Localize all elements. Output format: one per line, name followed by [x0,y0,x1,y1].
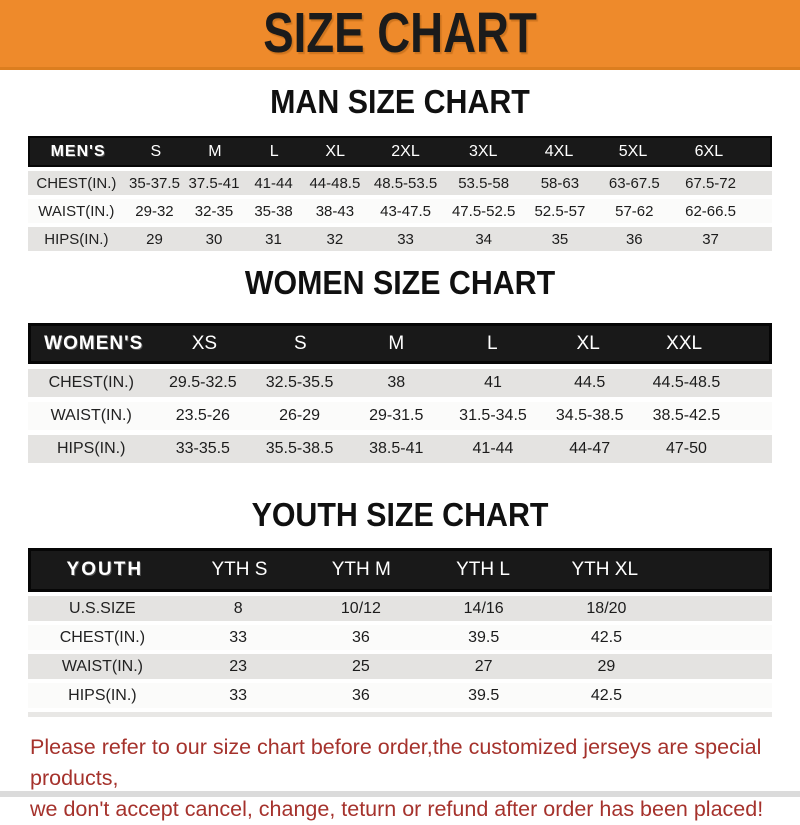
size-cell: 23 [229,657,248,675]
notice-line-1: Please refer to our size chart before order,the customized jerseys are special products, [30,735,762,790]
size-cell: 29.5-32.5 [169,374,237,391]
size-cell: 47-50 [665,440,707,457]
size-cell: 29 [597,657,616,675]
table-bottom-divider [28,712,772,717]
men-column-header: 5XL [618,142,648,160]
notice-line-2: we don't accept cancel, change, teturn or refund after order has been placed! [30,797,764,821]
men-section-heading: MAN SIZE CHART [270,83,530,120]
women-column-header: L [486,332,498,354]
women-size-table [28,323,772,463]
size-cell: 34 [475,230,492,248]
size-cell: 41 [484,374,502,391]
men-chest-row [28,171,772,195]
size-cell: 41-44 [254,174,293,192]
row-label: HIPS(IN.) [57,440,126,457]
men-column-header: L [269,142,279,160]
row-label: CHEST(IN.) [36,174,117,192]
men-size-table [28,136,772,251]
men-hips-row [28,227,772,251]
size-cell: 34.5-38.5 [555,407,624,424]
row-label: HIPS(IN.) [68,686,137,704]
row-label: HIPS(IN.) [44,230,109,248]
size-cell: 48.5-53.5 [373,174,438,192]
women-table-header-row [28,323,772,364]
size-cell: 63-67.5 [608,174,660,192]
youth-column-header: YTH XL [571,559,639,580]
size-cell: 36 [352,686,370,704]
size-cell: 32.5-35.5 [265,374,334,391]
youth-section-heading: YOUTH SIZE CHART [251,496,549,533]
size-cell: 38.5-41 [369,440,424,457]
youth-column-header: YTH M [331,559,391,580]
size-cell: 30 [205,230,223,248]
women-section-heading: WOMEN SIZE CHART [244,264,556,301]
row-label: U.S.SIZE [69,599,136,617]
size-cell: 23.5-26 [175,407,230,424]
women-hips-row [28,435,772,463]
women-chest-row [28,369,772,397]
youth-hips-row [28,683,772,708]
size-cell: 38 [387,374,406,391]
size-cell: 29-31.5 [369,407,424,424]
size-cell: 33-35.5 [175,440,230,457]
size-cell: 36 [625,230,643,248]
size-cell: 41-44 [472,440,514,457]
men-column-header: 4XL [544,142,574,160]
size-cell: 47.5-52.5 [451,202,516,220]
youth-section [0,497,800,717]
size-cell: 44.5 [574,374,606,391]
size-cell: 52.5-57 [534,202,586,220]
men-column-header: 6XL [694,142,724,160]
size-cell: 31 [265,230,282,248]
row-label: WAIST(IN.) [50,407,132,424]
women-waist-row [28,402,772,430]
men-table-header-row [28,136,772,167]
size-cell: 38-43 [315,202,355,220]
women-header-label: WOMEN'S [44,332,144,354]
size-cell: 36 [352,628,370,646]
size-cell: 62-66.5 [685,202,736,220]
size-cell: 32-35 [194,202,234,220]
size-cell: 32 [326,230,344,248]
size-cell: 35-37.5 [129,174,180,192]
women-column-header: M [388,332,405,354]
size-cell: 38.5-42.5 [652,407,721,424]
men-column-header: 3XL [468,142,498,160]
youth-column-header: YTH S [211,559,268,580]
size-cell: 42.5 [590,628,622,646]
size-cell: 43-47.5 [380,202,431,220]
size-cell: 53.5-58 [458,174,510,192]
men-column-header: M [208,142,222,160]
size-cell: 37.5-41 [188,174,240,192]
size-cell: 33 [397,230,414,248]
youth-ussize-row [28,596,772,621]
size-cell: 33 [229,628,248,646]
men-waist-row [28,199,772,223]
size-cell: 44-48.5 [309,174,361,192]
size-cell: 44.5-48.5 [652,374,721,391]
size-cell: 14/16 [463,599,504,617]
footer-notice [30,732,800,825]
youth-waist-row [28,654,772,679]
size-cell: 25 [352,657,370,675]
size-cell: 29-32 [135,202,174,220]
women-column-header: S [294,332,307,354]
size-cell: 35 [551,230,569,248]
men-section [0,84,800,251]
size-cell: 44-47 [569,440,611,457]
size-cell: 42.5 [590,686,622,704]
women-column-header: XXL [666,332,703,354]
size-cell: 26-29 [279,407,320,424]
row-label: CHEST(IN.) [48,374,134,391]
size-cell: 35-38 [254,202,293,220]
row-label: WAIST(IN.) [61,657,143,675]
men-header-label: MEN'S [50,142,106,160]
page-title: SIZE CHART [263,1,537,65]
youth-chest-row [28,625,772,650]
women-column-header: XL [576,332,600,354]
size-cell: 8 [233,599,243,617]
size-cell: 33 [229,686,248,704]
size-cell: 39.5 [468,686,500,704]
size-cell: 35.5-38.5 [265,440,334,457]
bottom-divider [0,791,800,797]
size-cell: 67.5-72 [685,174,736,192]
women-section [0,265,800,463]
size-cell: 27 [474,657,493,675]
youth-size-table [28,548,772,717]
size-cell: 57-62 [615,202,654,220]
size-cell: 37 [702,230,719,248]
size-cell: 58-63 [540,174,580,192]
row-label: CHEST(IN.) [59,628,146,646]
men-column-header: XL [325,142,345,160]
size-cell: 29 [146,230,163,248]
banner [0,0,800,70]
size-cell: 18/20 [586,599,627,617]
size-cell: 31.5-34.5 [459,407,527,424]
men-column-header: 2XL [391,142,420,160]
men-column-header: S [150,142,162,160]
women-column-header: XS [191,332,218,354]
youth-table-header-row [28,548,772,592]
row-label: WAIST(IN.) [38,202,115,220]
size-cell: 10/12 [340,599,381,617]
youth-column-header: YTH L [456,559,510,580]
youth-header-label: YOUTH [66,559,144,580]
size-cell: 39.5 [468,628,500,646]
